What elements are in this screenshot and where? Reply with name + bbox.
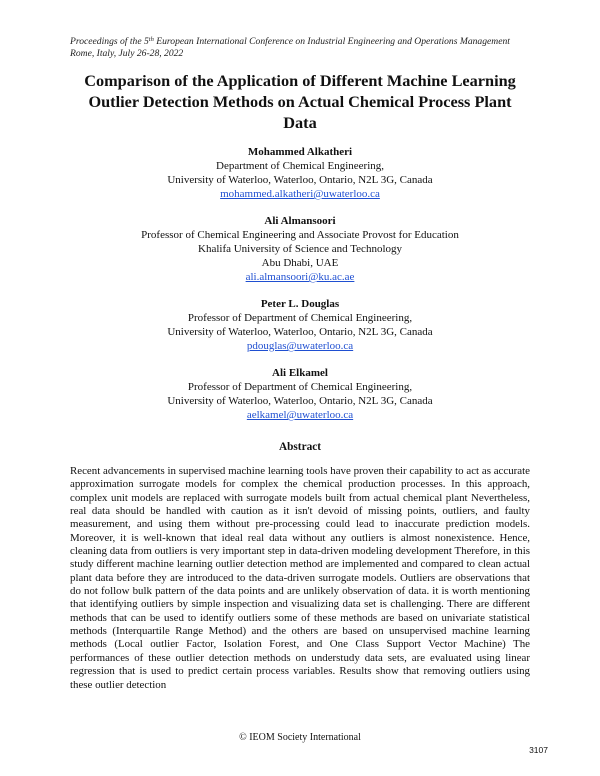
author-name: Peter L. Douglas (260, 298, 340, 310)
conference-header (70, 34, 540, 60)
page-number: 3107 (529, 745, 548, 755)
author-list (70, 145, 530, 435)
author-email-link[interactable]: aelkamel@uwaterloo.ca (246, 409, 354, 421)
abstract-text: Recent advancements in supervised machine learning tools have proven their capability to act as accurate approximation surrogate models for complex the chemical production processes. In this approach, complex unit models are replaced with surrogate models built from actual chemical plant Nevertheless, real data should be handled with caution as it isn't devoid of missing points, outliers, and faulty measurement, and using them without pre-processing could lead to inaccurate prediction models. Moreover, it is well-known that ideal real data without any outliers is almost nonexistence. Hence, cleaning data from outliers is very important step in data-driven modeling development Therefore, in this study different machine learning outlier detection method are implemented and compared to clean actual plant data before they are introduced to the data-driven surrogate models. Outliers are observations that do not follow bulk pattern of the data points and are unlikely observation of data. it is worth mentioning that identifying outliers by simple inspection and visualizing data set is challenging. There are different methods that can be used to identify outliers some of these methods are based on univariate statistical methods (Interquartile Range Method) and the others are based on unsupervised machine learning methods (Local outlier Factor, Isolation Forest, and One Class Support Vector Machine) The performances of these outlier detection methods on understudy data sets, are evaluated using linear regression that is used to predict certain process variables. Results show that removing outliers using these outlier detection (70, 465, 530, 691)
author-block (70, 214, 530, 284)
author-affiliation: Khalifa University of Science and Technology (198, 243, 402, 255)
paper-title: Comparison of the Application of Different Machine Learning Outlier Detection Methods on Actual Chemical Process Plant Data (84, 71, 516, 132)
copyright-footer: © IEOM Society International (239, 732, 361, 743)
abstract-heading: Abstract (278, 441, 322, 453)
author-email-link[interactable]: pdouglas@uwaterloo.ca (246, 340, 354, 352)
author-affiliation: Department of Chemical Engineering, (216, 160, 384, 172)
author-name: Ali Almansoori (264, 215, 336, 227)
author-block (70, 145, 530, 201)
author-affiliation: University of Waterloo, Waterloo, Ontario, N2L 3G, Canada (167, 326, 433, 338)
author-affiliation: Abu Dhabi, UAE (261, 257, 339, 269)
author-affiliation: University of Waterloo, Waterloo, Ontario, N2L 3G, Canada (167, 174, 433, 186)
author-block (70, 297, 530, 353)
conference-name: Proceedings of the 5th European International Conference on Industrial Engineering and Operations Management (70, 36, 510, 47)
author-affiliation: Professor of Chemical Engineering and Associate Provost for Education (141, 229, 459, 241)
author-affiliation: Professor of Department of Chemical Engineering, (187, 312, 413, 324)
author-email-link[interactable]: mohammed.alkatheri@uwaterloo.ca (220, 188, 380, 200)
author-affiliation: Professor of Department of Chemical Engineering, (187, 381, 413, 393)
author-email-link[interactable]: ali.almansoori@ku.ac.ae (245, 271, 355, 283)
conference-location-date: Rome, Italy, July 26-28, 2022 (70, 48, 184, 59)
author-name: Mohammed Alkatheri (247, 146, 353, 158)
author-affiliation: University of Waterloo, Waterloo, Ontario, N2L 3G, Canada (167, 395, 433, 407)
author-block (70, 366, 530, 422)
author-name: Ali Elkamel (272, 367, 328, 379)
